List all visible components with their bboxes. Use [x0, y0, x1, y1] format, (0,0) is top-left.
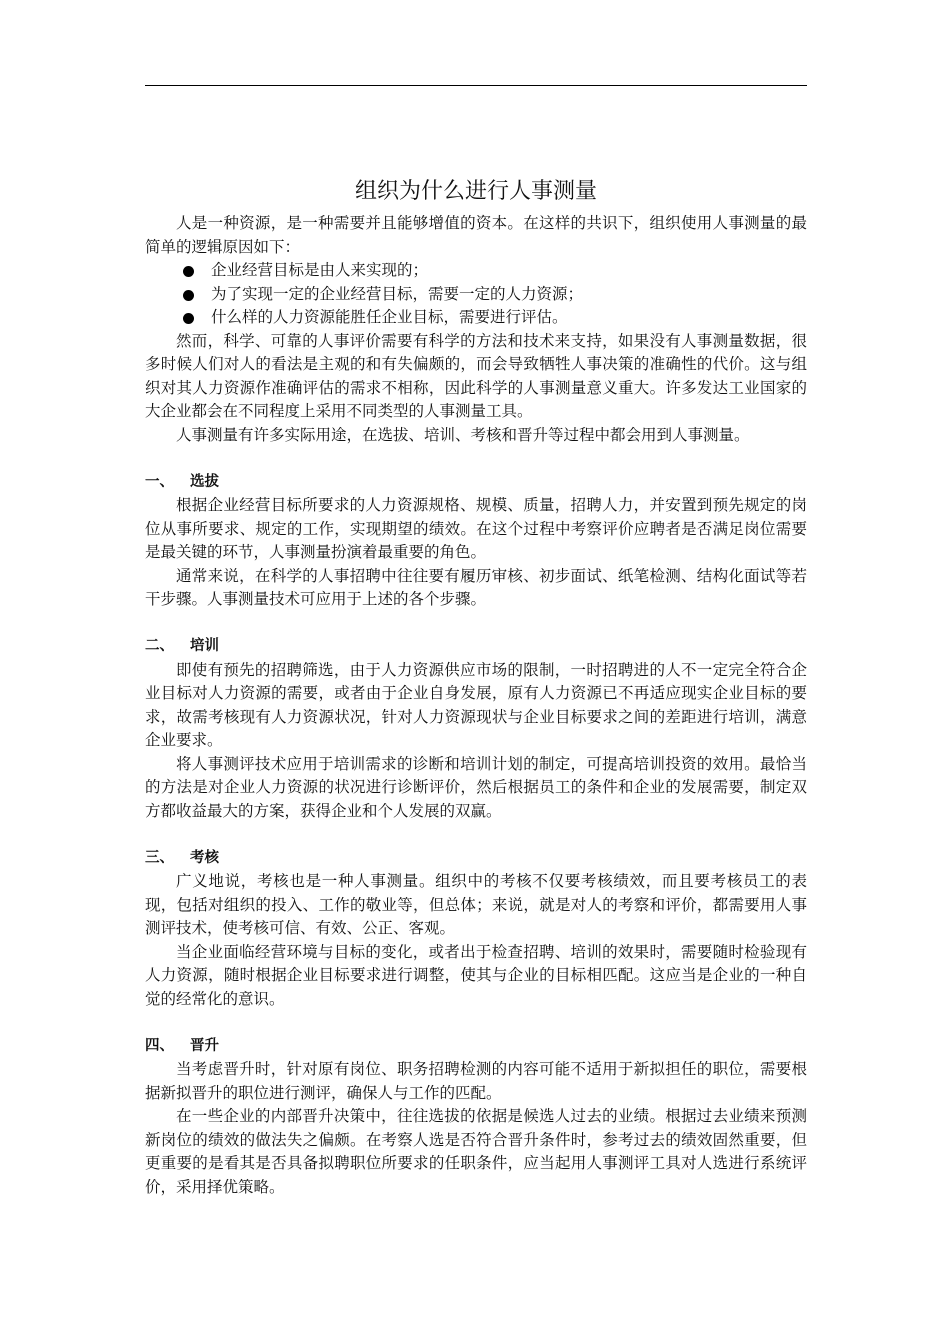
list-item: 企业经营目标是由人来实现的； — [145, 259, 807, 283]
section-assessment — [145, 847, 807, 1012]
bullet-icon — [183, 290, 194, 301]
section-paragraph: 广义地说，考核也是一种人事测量。组织中的考核不仅要考核绩效，而且要考核员工的表现，包括对组织的投入、工作的敬业等，但总体；来说，就是对人的考察和评价，都需要用人事测评技术，使考核可信、有效、公正、客观。 — [145, 872, 807, 937]
body-paragraph: 人事测量有许多实际用途，在选拔、培训、考核和晋升等过程中都会用到人事测量。 — [176, 425, 750, 444]
bullet-icon — [183, 266, 194, 277]
section-paragraph: 当企业面临经营环境与目标的变化，或者出于检查招聘、培训的效果时，需要随时检验现有人力资源，随时根据企业目标要求进行调整，使其与企业的目标相匹配。这应当是企业的一种自觉的经常化的意识。 — [145, 942, 807, 1008]
section-paragraph: 根据企业经营目标所要求的人力资源规格、规模、质量，招聘人力，并安置到预先规定的岗位从事所要求、规定的工作，实现期望的绩效。在这个过程中考察评价应聘者是否满足岗位需要是最关键的环节，人事测量扮演着最重要的角色。 — [145, 496, 807, 561]
reason-list — [145, 259, 807, 330]
section-training — [145, 635, 807, 823]
document-body — [145, 172, 807, 1199]
section-heading: 三、 考核 — [145, 849, 219, 866]
section-heading: 四、 晋升 — [145, 1037, 219, 1054]
section-paragraph: 在一些企业的内部晋升决策中，往往选拔的依据是候选人过去的业绩。根据过去业绩来预测新岗位的绩效的做法失之偏颇。在考察人选是否符合晋升条件时，参考过去的绩效固然重要，但更重要的是看其是否具备拟聘职位所要求的任职条件，应当起用人事测评工具对人选进行系统评价，采用择优策略。 — [145, 1107, 807, 1196]
section-paragraph: 当考虑晋升时，针对原有岗位、职务招聘检测的内容可能不适用于新拟担任的职位，需要根据新拟晋升的职位进行测评，确保人与工作的匹配。 — [145, 1060, 807, 1102]
section-selection — [145, 471, 807, 612]
body-paragraph: 然而，科学、可靠的人事评价需要有科学的方法和技术来支持，如果没有人事测量数据，很多时候人们对人的看法是主观的和有失偏颇的，而会导致牺牲人事决策的准确性的代价。这与组织对其人力资源作准确评估的需求不相称，因此科学的人事测量意义重大。许多发达工业国家的大企业都会在不同程度上采用不同类型的人事测量工具。 — [145, 331, 807, 420]
list-item: 为了实现一定的企业经营目标，需要一定的人力资源； — [145, 283, 807, 307]
list-item: 什么样的人力资源能胜任企业目标，需要进行评估。 — [145, 306, 807, 330]
section-paragraph: 通常来说，在科学的人事招聘中往往要有履历审核、初步面试、纸笔检测、结构化面试等若干步骤。人事测量技术可应用于上述的各个步骤。 — [145, 566, 807, 608]
section-promotion — [145, 1035, 807, 1200]
section-paragraph: 将人事测评技术应用于培训需求的诊断和培训计划的制定，可提高培训投资的效用。最恰当的方法是对企业人力资源的状况进行诊断评价，然后根据员工的条件和企业的发展需要，制定双方都收益最大的方案，获得企业和个人发展的双赢。 — [145, 754, 807, 820]
section-heading: 二、 培训 — [145, 638, 219, 654]
header-rule — [145, 85, 807, 86]
bullet-icon — [183, 313, 194, 324]
section-heading: 一、 选拔 — [145, 473, 219, 490]
section-paragraph: 即使有预先的招聘筛选，由于人力资源供应市场的限制，一时招聘进的人不一定完全符合企业目标对人力资源的需要，或者由于企业自身发展，原有人力资源已不再适应现实企业目标的要求，故需考核现有人力资源状况，针对人力资源现状与企业目标要求之间的差距进行培训，满意企业要求。 — [145, 660, 807, 749]
document-title: 组织为什么进行人事测量 — [354, 179, 597, 204]
intro-paragraph: 人是一种资源，是一种需要并且能够增值的资本。在这样的共识下，组织使用人事测量的最简单的逻辑原因如下： — [145, 214, 807, 256]
